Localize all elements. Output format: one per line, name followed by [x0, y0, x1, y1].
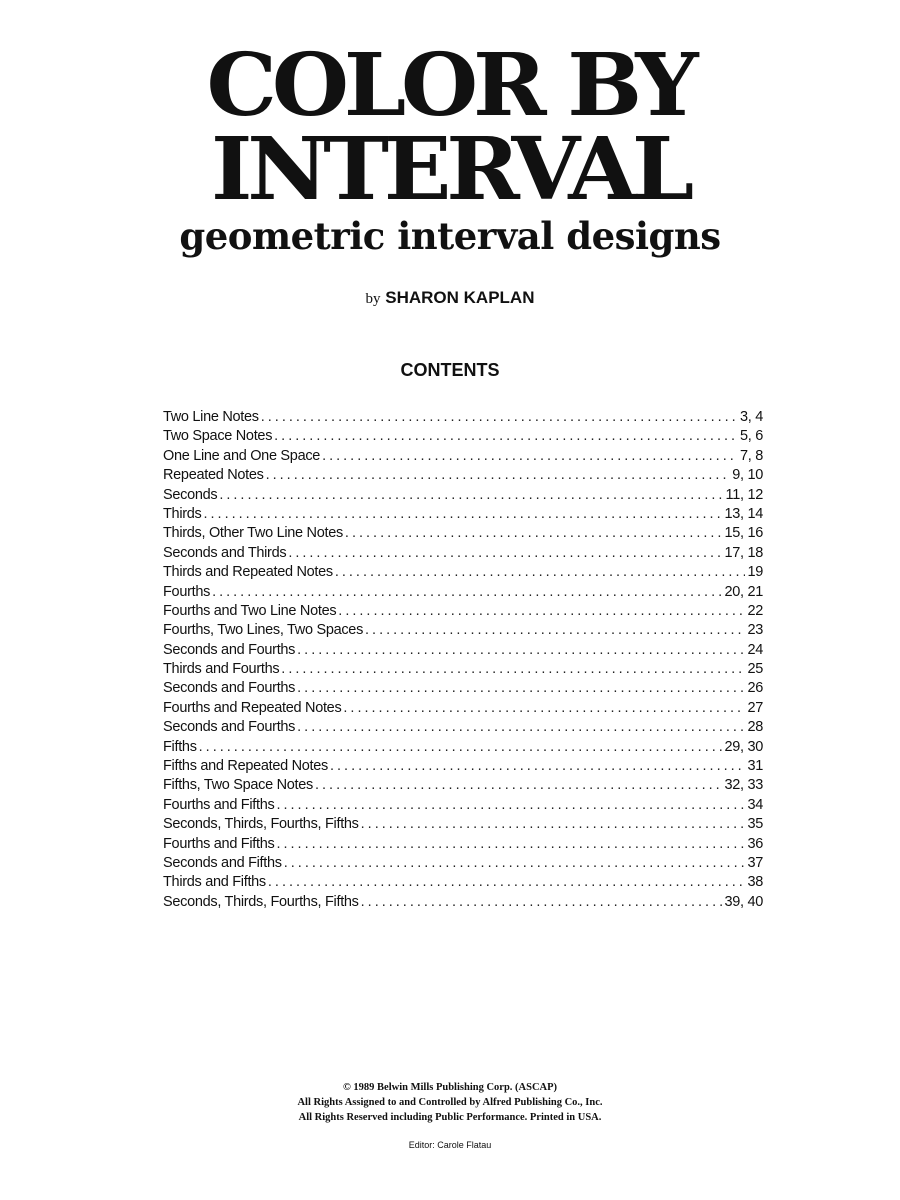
- toc-entry-pages: 26: [747, 680, 763, 697]
- toc-entry: [163, 505, 763, 524]
- table-of-contents: [163, 408, 763, 912]
- toc-entry: [163, 466, 763, 485]
- toc-entry-label: Fourths and Fifths: [163, 796, 275, 813]
- toc-entry-pages: 28: [747, 719, 763, 736]
- toc-leader-dots: [212, 583, 722, 602]
- toc-leader-dots: [261, 408, 738, 427]
- toc-entry: [163, 486, 763, 505]
- toc-leader-dots: [297, 641, 745, 660]
- toc-entry: [163, 641, 763, 660]
- copyright-line-1: © 1989 Belwin Mills Publishing Corp. (ASCAP): [342, 1082, 558, 1093]
- toc-entry-label: Fourths and Fifths: [163, 835, 275, 852]
- toc-leader-dots: [276, 796, 745, 815]
- toc-entry: [163, 660, 763, 679]
- toc-entry: [163, 583, 763, 602]
- toc-entry-pages: 13, 14: [724, 505, 763, 522]
- toc-entry-pages: 39, 40: [724, 893, 763, 910]
- toc-entry-pages: 35: [747, 816, 763, 833]
- toc-entry: [163, 796, 763, 815]
- toc-entry-label: Thirds and Fifths: [163, 874, 266, 891]
- toc-entry-pages: 11, 12: [725, 486, 763, 503]
- toc-leader-dots: [274, 427, 738, 446]
- toc-entry-pages: 24: [747, 641, 763, 658]
- toc-leader-dots: [204, 505, 723, 524]
- toc-entry-pages: 3, 4: [740, 409, 763, 425]
- toc-leader-dots: [297, 718, 745, 737]
- toc-leader-dots: [330, 757, 745, 776]
- toc-entry: [163, 815, 763, 834]
- toc-entry-label: Fourths, Two Lines, Two Spaces: [163, 622, 364, 639]
- toc-leader-dots: [281, 660, 745, 679]
- author-by: by: [365, 291, 381, 307]
- title-block: [0, 35, 900, 258]
- toc-entry-pages: 34: [747, 796, 763, 813]
- author-line: [0, 288, 900, 308]
- toc-entry-label: Seconds and Fourths: [163, 680, 296, 697]
- toc-entry: [163, 602, 763, 621]
- toc-entry-pages: 27: [747, 699, 763, 716]
- toc-entry-label: Seconds, Thirds, Fourths, Fifths: [163, 893, 359, 910]
- toc-entry-pages: 25: [747, 661, 763, 678]
- toc-entry: [163, 893, 763, 912]
- toc-entry: [163, 718, 763, 737]
- contents-heading: CONTENTS: [400, 360, 500, 380]
- toc-entry: [163, 835, 763, 854]
- toc-entry-label: Seconds, Thirds, Fourths, Fifths: [163, 816, 359, 833]
- toc-entry: [163, 427, 763, 446]
- toc-entry-pages: 7, 8: [740, 447, 763, 464]
- toc-entry: [163, 738, 763, 757]
- toc-entry: [163, 873, 763, 892]
- toc-entry-label: Seconds and Thirds: [163, 544, 287, 561]
- copyright-notice: [0, 1080, 900, 1125]
- toc-entry: [163, 563, 763, 582]
- toc-leader-dots: [315, 776, 722, 795]
- title-line-1: COLOR BY: [206, 35, 694, 136]
- toc-leader-dots: [297, 679, 745, 698]
- toc-entry-pages: 31: [747, 758, 763, 775]
- toc-entry-pages: 19: [747, 564, 763, 581]
- toc-leader-dots: [276, 835, 745, 854]
- toc-entry: [163, 854, 763, 873]
- toc-entry-pages: 5, 6: [740, 428, 763, 445]
- toc-entry-pages: 23: [747, 622, 763, 639]
- toc-entry-pages: 37: [747, 854, 763, 871]
- toc-entry-label: Seconds and Fourths: [163, 719, 296, 736]
- toc-leader-dots: [268, 873, 746, 892]
- toc-leader-dots: [322, 447, 738, 466]
- toc-leader-dots: [199, 738, 723, 757]
- toc-leader-dots: [266, 466, 731, 485]
- toc-entry-label: Repeated Notes: [163, 467, 264, 484]
- toc-entry: [163, 757, 763, 776]
- toc-entry: [163, 679, 763, 698]
- toc-entry: [163, 699, 763, 718]
- toc-entry-label: Two Space Notes: [163, 428, 273, 445]
- toc-leader-dots: [345, 524, 723, 543]
- editor-credit: Editor: Carole Flatau: [408, 1140, 492, 1150]
- toc-entry-label: Seconds and Fifths: [163, 854, 282, 871]
- copyright-line-2: All Rights Assigned to and Controlled by Alfred Publishing Co., Inc.: [297, 1097, 603, 1108]
- toc-leader-dots: [288, 544, 722, 563]
- toc-entry-pages: 17, 18: [724, 544, 763, 561]
- toc-entry-pages: 29, 30: [724, 738, 763, 755]
- toc-entry-pages: 32, 33: [724, 777, 763, 794]
- toc-entry: [163, 544, 763, 563]
- title-line-2: INTERVAL: [211, 119, 689, 220]
- toc-entry-label: One Line and One Space: [163, 447, 321, 464]
- toc-entry-label: Thirds: [163, 505, 202, 522]
- toc-entry-label: Thirds and Repeated Notes: [163, 564, 333, 581]
- toc-entry: [163, 524, 763, 543]
- toc-leader-dots: [361, 815, 746, 834]
- toc-entry-label: Fourths: [163, 583, 211, 600]
- toc-entry-label: Seconds: [163, 486, 218, 503]
- subtitle: geometric interval designs: [179, 214, 721, 258]
- toc-leader-dots: [343, 699, 745, 718]
- toc-entry-pages: 38: [747, 874, 763, 891]
- toc-entry-label: Fifths and Repeated Notes: [163, 758, 328, 775]
- toc-entry-pages: 22: [747, 602, 763, 619]
- toc-leader-dots: [335, 563, 746, 582]
- toc-entry-pages: 20, 21: [724, 583, 763, 600]
- copyright-line-3: All Rights Reserved including Public Performance. Printed in USA.: [298, 1112, 602, 1123]
- toc-entry: [163, 776, 763, 795]
- toc-entry-label: Fourths and Repeated Notes: [163, 699, 342, 716]
- toc-entry-label: Seconds and Fourths: [163, 641, 296, 658]
- toc-entry-label: Fifths: [163, 738, 197, 755]
- author-name: SHARON KAPLAN: [385, 288, 535, 307]
- toc-leader-dots: [365, 621, 745, 640]
- toc-entry-label: Two Line Notes: [163, 409, 259, 425]
- toc-entry-pages: 9, 10: [732, 467, 763, 484]
- toc-leader-dots: [361, 893, 723, 912]
- toc-entry-pages: 36: [747, 835, 763, 852]
- toc-entry-label: Fifths, Two Space Notes: [163, 777, 313, 794]
- toc-entry-pages: 15, 16: [724, 525, 763, 542]
- toc-entry-label: Thirds and Fourths: [163, 661, 280, 678]
- toc-entry: [163, 447, 763, 466]
- toc-entry-label: Fourths and Two Line Notes: [163, 602, 337, 619]
- toc-leader-dots: [338, 602, 745, 621]
- toc-entry: [163, 621, 763, 640]
- toc-leader-dots: [219, 486, 723, 505]
- toc-entry: [163, 408, 763, 427]
- toc-leader-dots: [284, 854, 746, 873]
- toc-entry-label: Thirds, Other Two Line Notes: [163, 525, 343, 542]
